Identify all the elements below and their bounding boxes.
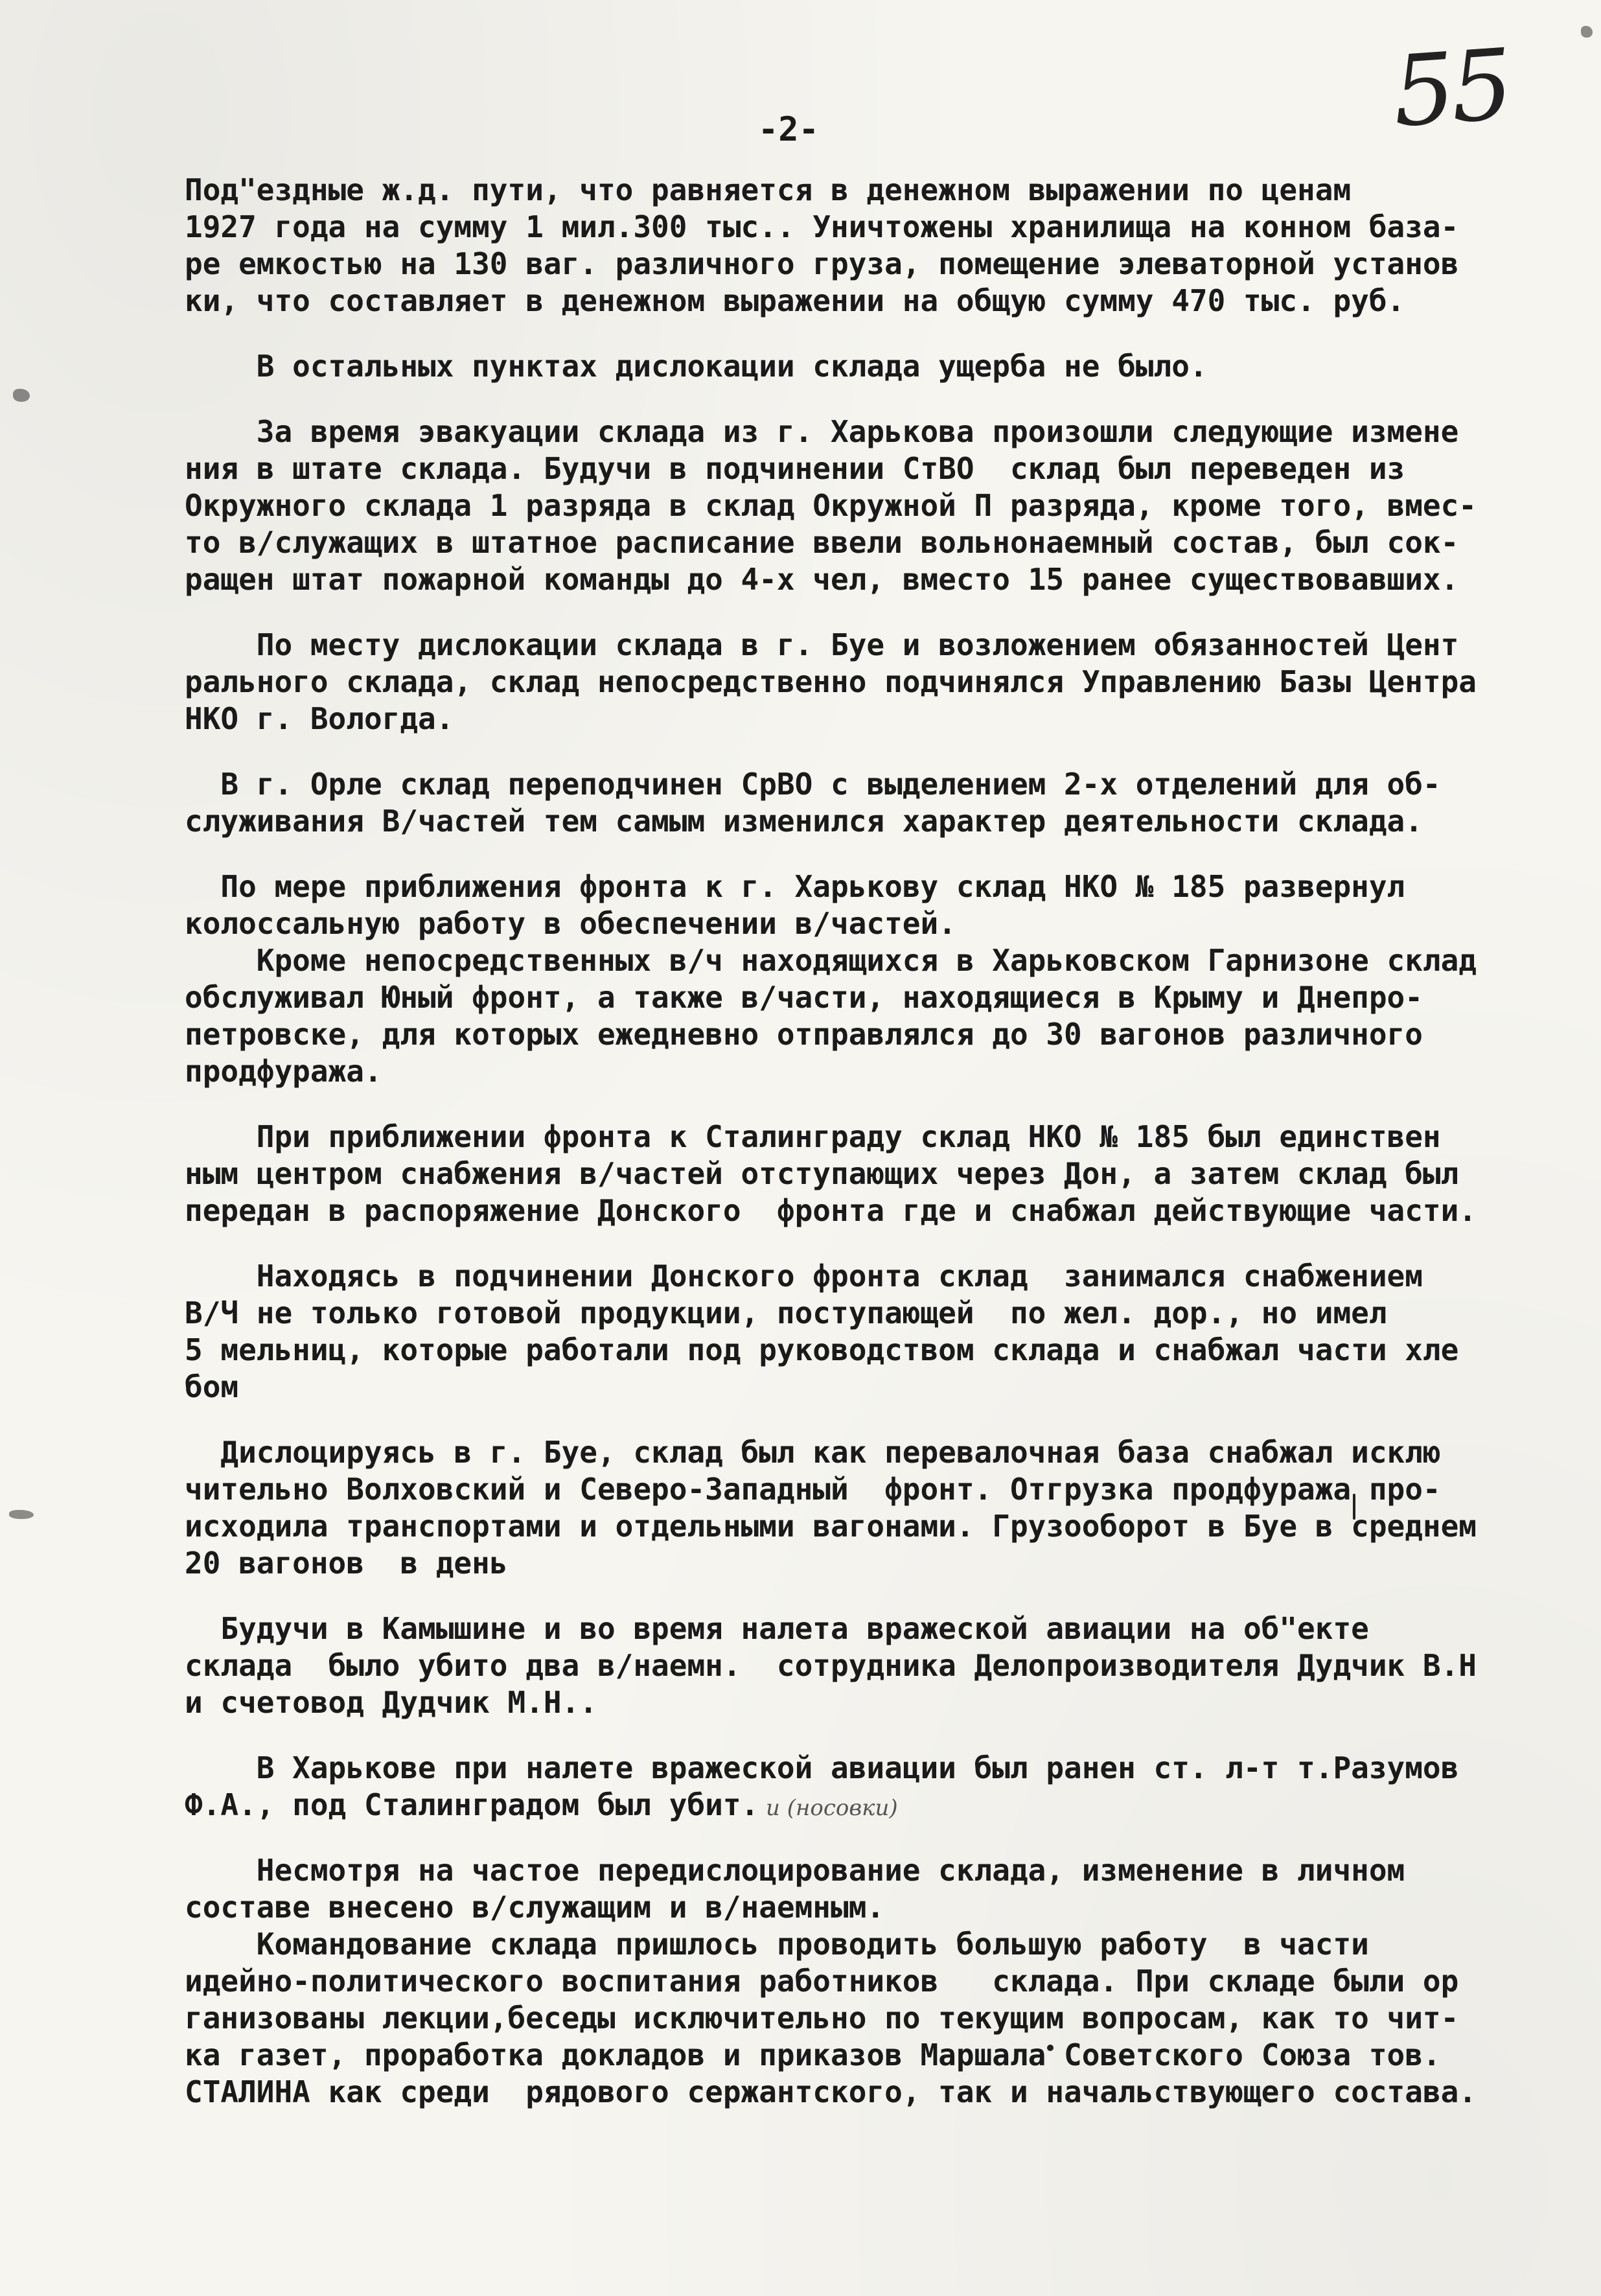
handwritten-note: и (носовки): [759, 1795, 898, 1821]
paragraph: [185, 1926, 1591, 2111]
text-line: Несмотря на частое передислоцирование склада, изменение в личном: [185, 1853, 1405, 1888]
margin-hole-mark: [13, 389, 30, 402]
corner-mark: [1581, 26, 1593, 38]
paragraph: [185, 942, 1591, 1090]
paragraph: [185, 766, 1591, 840]
text-line: служивания В/частей тем самым изменился характер деятельности склада.: [185, 804, 1423, 839]
text-line: обслуживал Юный фронт, а также в/части, находящиеся в Крыму и Днепро-: [185, 980, 1423, 1015]
paragraph: [185, 1610, 1591, 1721]
text-line: Окружного склада 1 разряда в склад Окружной П разряда, кроме того, вмес-: [185, 488, 1477, 523]
paragraph: [185, 1258, 1591, 1406]
text-line: Дислоцируясь в г. Буе, склад был как перевалочная база снабжал исклю: [185, 1435, 1441, 1470]
text-line: то в/служащих в штатное расписание ввели вольнонаемный состав, был сок-: [185, 525, 1459, 560]
text-line: По мере приближения фронта к г. Харькову склад НКО № 185 развернул: [185, 869, 1405, 904]
paragraph: [185, 1750, 1591, 1824]
text-line: рального склада, склад непосредственно подчинялся Управлению Базы Центра: [185, 664, 1477, 699]
text-line: идейно-политического воспитания работников склада. При складе были ор: [185, 1964, 1459, 1999]
margin-hole-mark: [9, 1510, 34, 1519]
text-line: петровске, для которых ежедневно отправлялся до 30 вагонов различного: [185, 1017, 1423, 1052]
paragraph: [185, 348, 1591, 385]
paragraph: [185, 627, 1591, 737]
text-line: ным центром снабжения в/частей отступающих через Дон, а затем склад был: [185, 1156, 1459, 1191]
paragraph: [185, 1119, 1591, 1229]
text-line: ния в штате склада. Будучи в подчинении СтВО склад был переведен из: [185, 451, 1405, 486]
folio-number: 55: [1389, 28, 1513, 150]
text-line: передан в распоряжение Донского фронта где и снабжал действующие части.: [185, 1193, 1477, 1228]
paragraph: [185, 1852, 1591, 1926]
text-line: чительно Волховский и Северо-Западный фронт. Отгрузка продфуража про-: [185, 1472, 1441, 1507]
text-line: СТАЛИНА как среди рядового сержантского, так и начальствующего состава.: [185, 2074, 1477, 2109]
paragraph: [185, 1434, 1591, 1582]
text-line: Будучи в Камышине и во время налета вражеской авиации на об"екте: [185, 1611, 1369, 1646]
text-line: По месту дислокации склада в г. Буе и возложением обязанностей Цент: [185, 627, 1459, 662]
text-line: исходила транспортами и отдельными вагонами. Грузооборот в Буе в среднем: [185, 1509, 1477, 1544]
text-line: и счетовод Дудчик М.Н..: [185, 1685, 597, 1720]
text-line: Находясь в подчинении Донского фронта склад занимался снабжением: [185, 1258, 1423, 1293]
text-line: В/Ч не только готовой продукции, поступающей по жел. дор., но имел: [185, 1295, 1387, 1330]
text-line: ре емкостью на 130 ваг. различного груза, помещение элеваторной установ: [185, 246, 1459, 281]
text-line: В Харькове при налете вражеской авиации был ранен ст. л-т т.Разумов: [185, 1750, 1459, 1785]
text-line: При приближении фронта к Сталинграду склад НКО № 185 был единствен: [185, 1119, 1441, 1154]
text-line: В остальных пунктах дислокации склада ущерба не было.: [185, 349, 1208, 384]
document-body: [185, 172, 1591, 2139]
text-line: Ф.А., под Сталинградом был убит. и (носовки): [185, 1787, 898, 1822]
text-line: Кроме непосредственных в/ч находящихся в Харьковском Гарнизоне склад: [185, 943, 1477, 978]
text-line: ки, что составляет в денежном выражении на общую сумму 470 тыс. руб.: [185, 283, 1405, 318]
text-line: НКО г. Вологда.: [185, 701, 454, 736]
text-line: составе внесено в/служащим и в/наемным.: [185, 1890, 885, 1925]
text-line: продфуража.: [185, 1054, 382, 1089]
page-number: -2-: [758, 110, 819, 149]
paragraph: [185, 413, 1591, 598]
text-line: 20 вагонов в день: [185, 1546, 508, 1581]
paragraph: [185, 172, 1591, 319]
text-line: ка газет, проработка докладов и приказов Маршала Советского Союза тов.: [185, 2037, 1441, 2072]
text-line: За время эвакуации склада из г. Харькова произошли следующие измене: [185, 414, 1459, 449]
text-line: ращен штат пожарной команды до 4-х чел, вместо 15 ранее существовавших.: [185, 562, 1459, 597]
text-line: склада было убито два в/наемн. сотрудника Делопроизводителя Дудчик В.Н: [185, 1648, 1477, 1683]
text-line: Под"ездные ж.д. пути, что равняется в денежном выражении по ценам: [185, 172, 1352, 207]
text-line: колоссальную работу в обеспечении в/частей.: [185, 906, 956, 941]
text-line: Командование склада пришлось проводить большую работу в части: [185, 1927, 1369, 1962]
text-line: ганизованы лекции,беседы исключительно по текущим вопросам, как то чит-: [185, 2000, 1459, 2035]
text-line: 5 мельниц, которые работали под руководством склада и снабжал части хле: [185, 1332, 1459, 1367]
text-line: бом: [185, 1369, 239, 1404]
text-line: 1927 года на сумму 1 мил.300 тыс.. Уничтожены хранилища на конном база-: [185, 209, 1459, 244]
paragraph: [185, 868, 1591, 942]
text-line: В г. Орле склад переподчинен СрВО с выделением 2-х отделений для об-: [185, 767, 1441, 802]
